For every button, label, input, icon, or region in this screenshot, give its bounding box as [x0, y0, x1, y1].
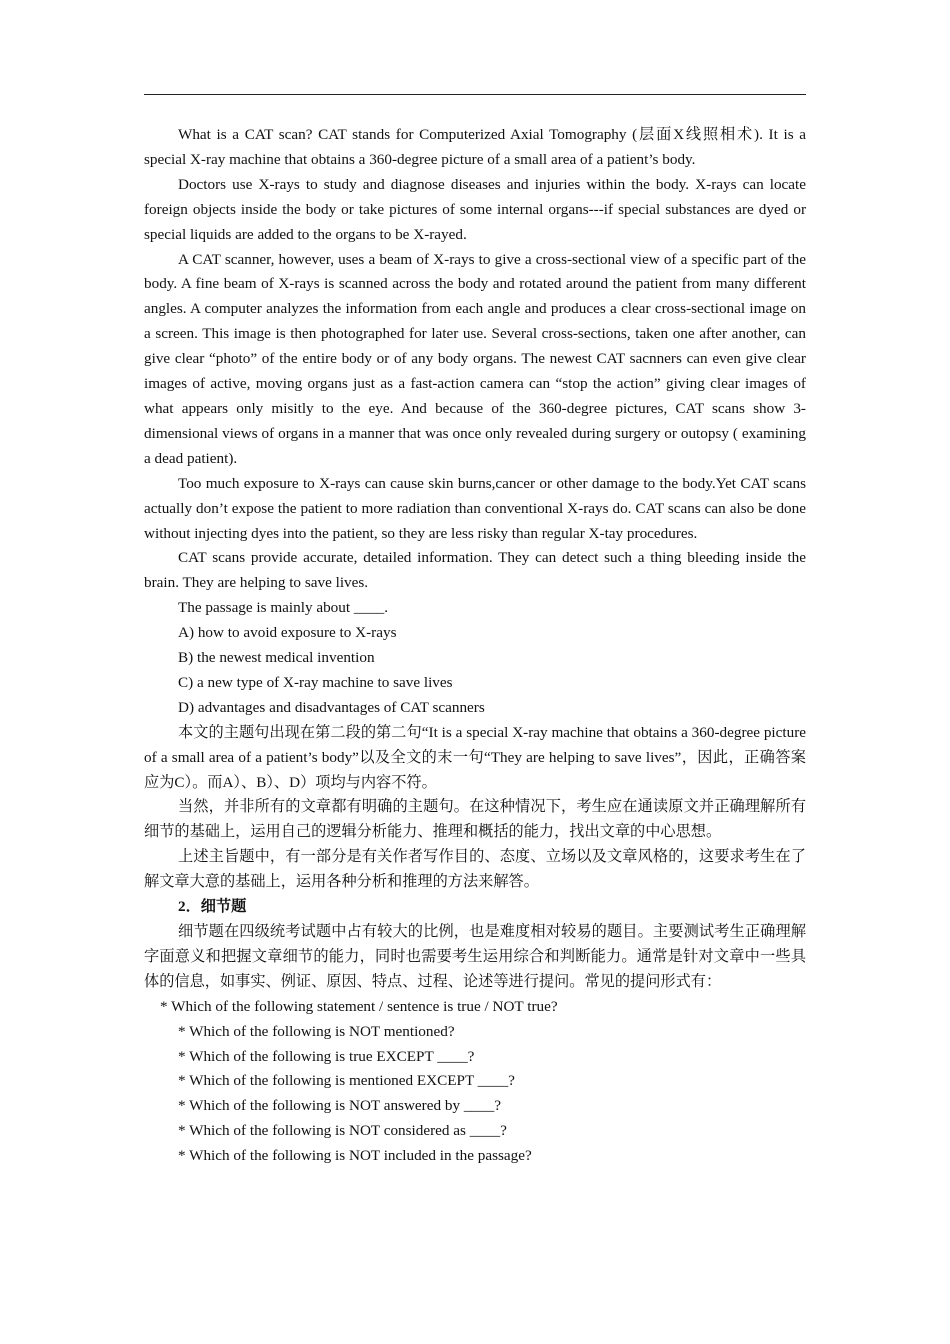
section-heading: 2．细节题 [178, 898, 247, 916]
analysis-paragraph: 上述主旨题中，有一部分是有关作者写作目的、态度、立场以及文章风格的，这要求考生在了解文章大意的基础上，运用各种分析和推理的方法来解答。 [144, 848, 806, 891]
question-form-item: * Which of the following statement / sentence is true / NOT true? [160, 997, 558, 1015]
passage-paragraph: Doctors use X-rays to study and diagnose diseases and injuries within the body. X-rays can locate foreign objects inside the body or take pictures of some internal organs---if special substances are dyed or special liquids are added to the organs to be X-rayed. [144, 175, 806, 243]
question-form-item: * Which of the following is true EXCEPT ____? [178, 1047, 475, 1065]
question-form-item: * Which of the following is NOT included in the passage? [178, 1147, 532, 1165]
answer-option-d: D) advantages and disadvantages of CAT scanners [178, 698, 485, 716]
passage-paragraph: What is a CAT scan? CAT stands for Computerized Axial Tomography (层面X线照相术). It is a special X-ray machine that obtains a 360-degree picture of a small area of a patient’s body. [144, 126, 806, 168]
question-form-item: * Which of the following is NOT mentioned? [178, 1022, 455, 1040]
analysis-paragraph: 当然，并非所有的文章都有明确的主题句。在这种情况下，考生应在通读原文并正确理解所有细节的基础上，运用自己的逻辑分析能力、推理和概括的能力，找出文章的中心思想。 [144, 798, 806, 841]
question-form-item: * Which of the following is mentioned EXCEPT ____? [178, 1072, 515, 1090]
passage-paragraph: A CAT scanner, however, uses a beam of X-rays to give a cross-sectional view of a specific part of the body. A fine beam of X-rays is scanned across the body and rotated around the patient from many different angles. A computer analyzes the information from each angle and produces a clear cross-sectional image on a screen. This image is then photographed for later use. Several cross-sections, taken one after another, can give clear “photo” of the entire body or of any body organs. The newest CAT sacnners can even give clear images of active, moving organs just as a fast-action camera can “stop the action” giving clear images of what appears only misitly to the eye. And because of the 360-degree pictures, CAT scans show 3-dimensional views of organs in a manner that was once only revealed during surgery or outopsy ( examining a dead patient). [144, 250, 806, 467]
document-body [144, 123, 806, 1169]
header-rule [144, 94, 806, 95]
analysis-paragraph: 本文的主题句出现在第二段的第二句“It is a special X-ray machine that obtains a 360-degree picture of a small area of a patient’s body”以及全文的末一句“They are helping to save lives”，因此，正确答案应为C）。而A）、B）、D）项均与内容不符。 [144, 723, 806, 791]
answer-option-c: C) a new type of X-ray machine to save lives [178, 673, 453, 691]
answer-option-b: B) the newest medical invention [178, 649, 375, 667]
question-stem: The passage is mainly about ____. [178, 599, 389, 617]
passage-paragraph: CAT scans provide accurate, detailed information. They can detect such a thing bleeding inside the brain. They are helping to save lives. [144, 549, 806, 592]
passage-paragraph: Too much exposure to X-rays can cause skin burns,cancer or other damage to the body.Yet CAT scans actually don’t expose the patient to more radiation than conventional X-rays do. CAT scans can also be done without injecting dyes into the patient, so they are less risky than regular X-tay procedures. [144, 474, 806, 542]
question-form-item: * Which of the following is NOT considered as ____? [178, 1122, 507, 1140]
question-form-item: * Which of the following is NOT answered by ____? [178, 1097, 501, 1115]
section-intro: 细节题在四级统考试题中占有较大的比例，也是难度相对较易的题目。主要测试考生正确理解字面意义和把握文章细节的能力，同时也需要考生运用综合和判断能力。通常是针对文章中一些具体的信息，如事实、例证、原因、特点、过程、论述等进行提问。常见的提问形式有： [144, 923, 806, 990]
answer-option-a: A) how to avoid exposure to X-rays [178, 624, 397, 642]
